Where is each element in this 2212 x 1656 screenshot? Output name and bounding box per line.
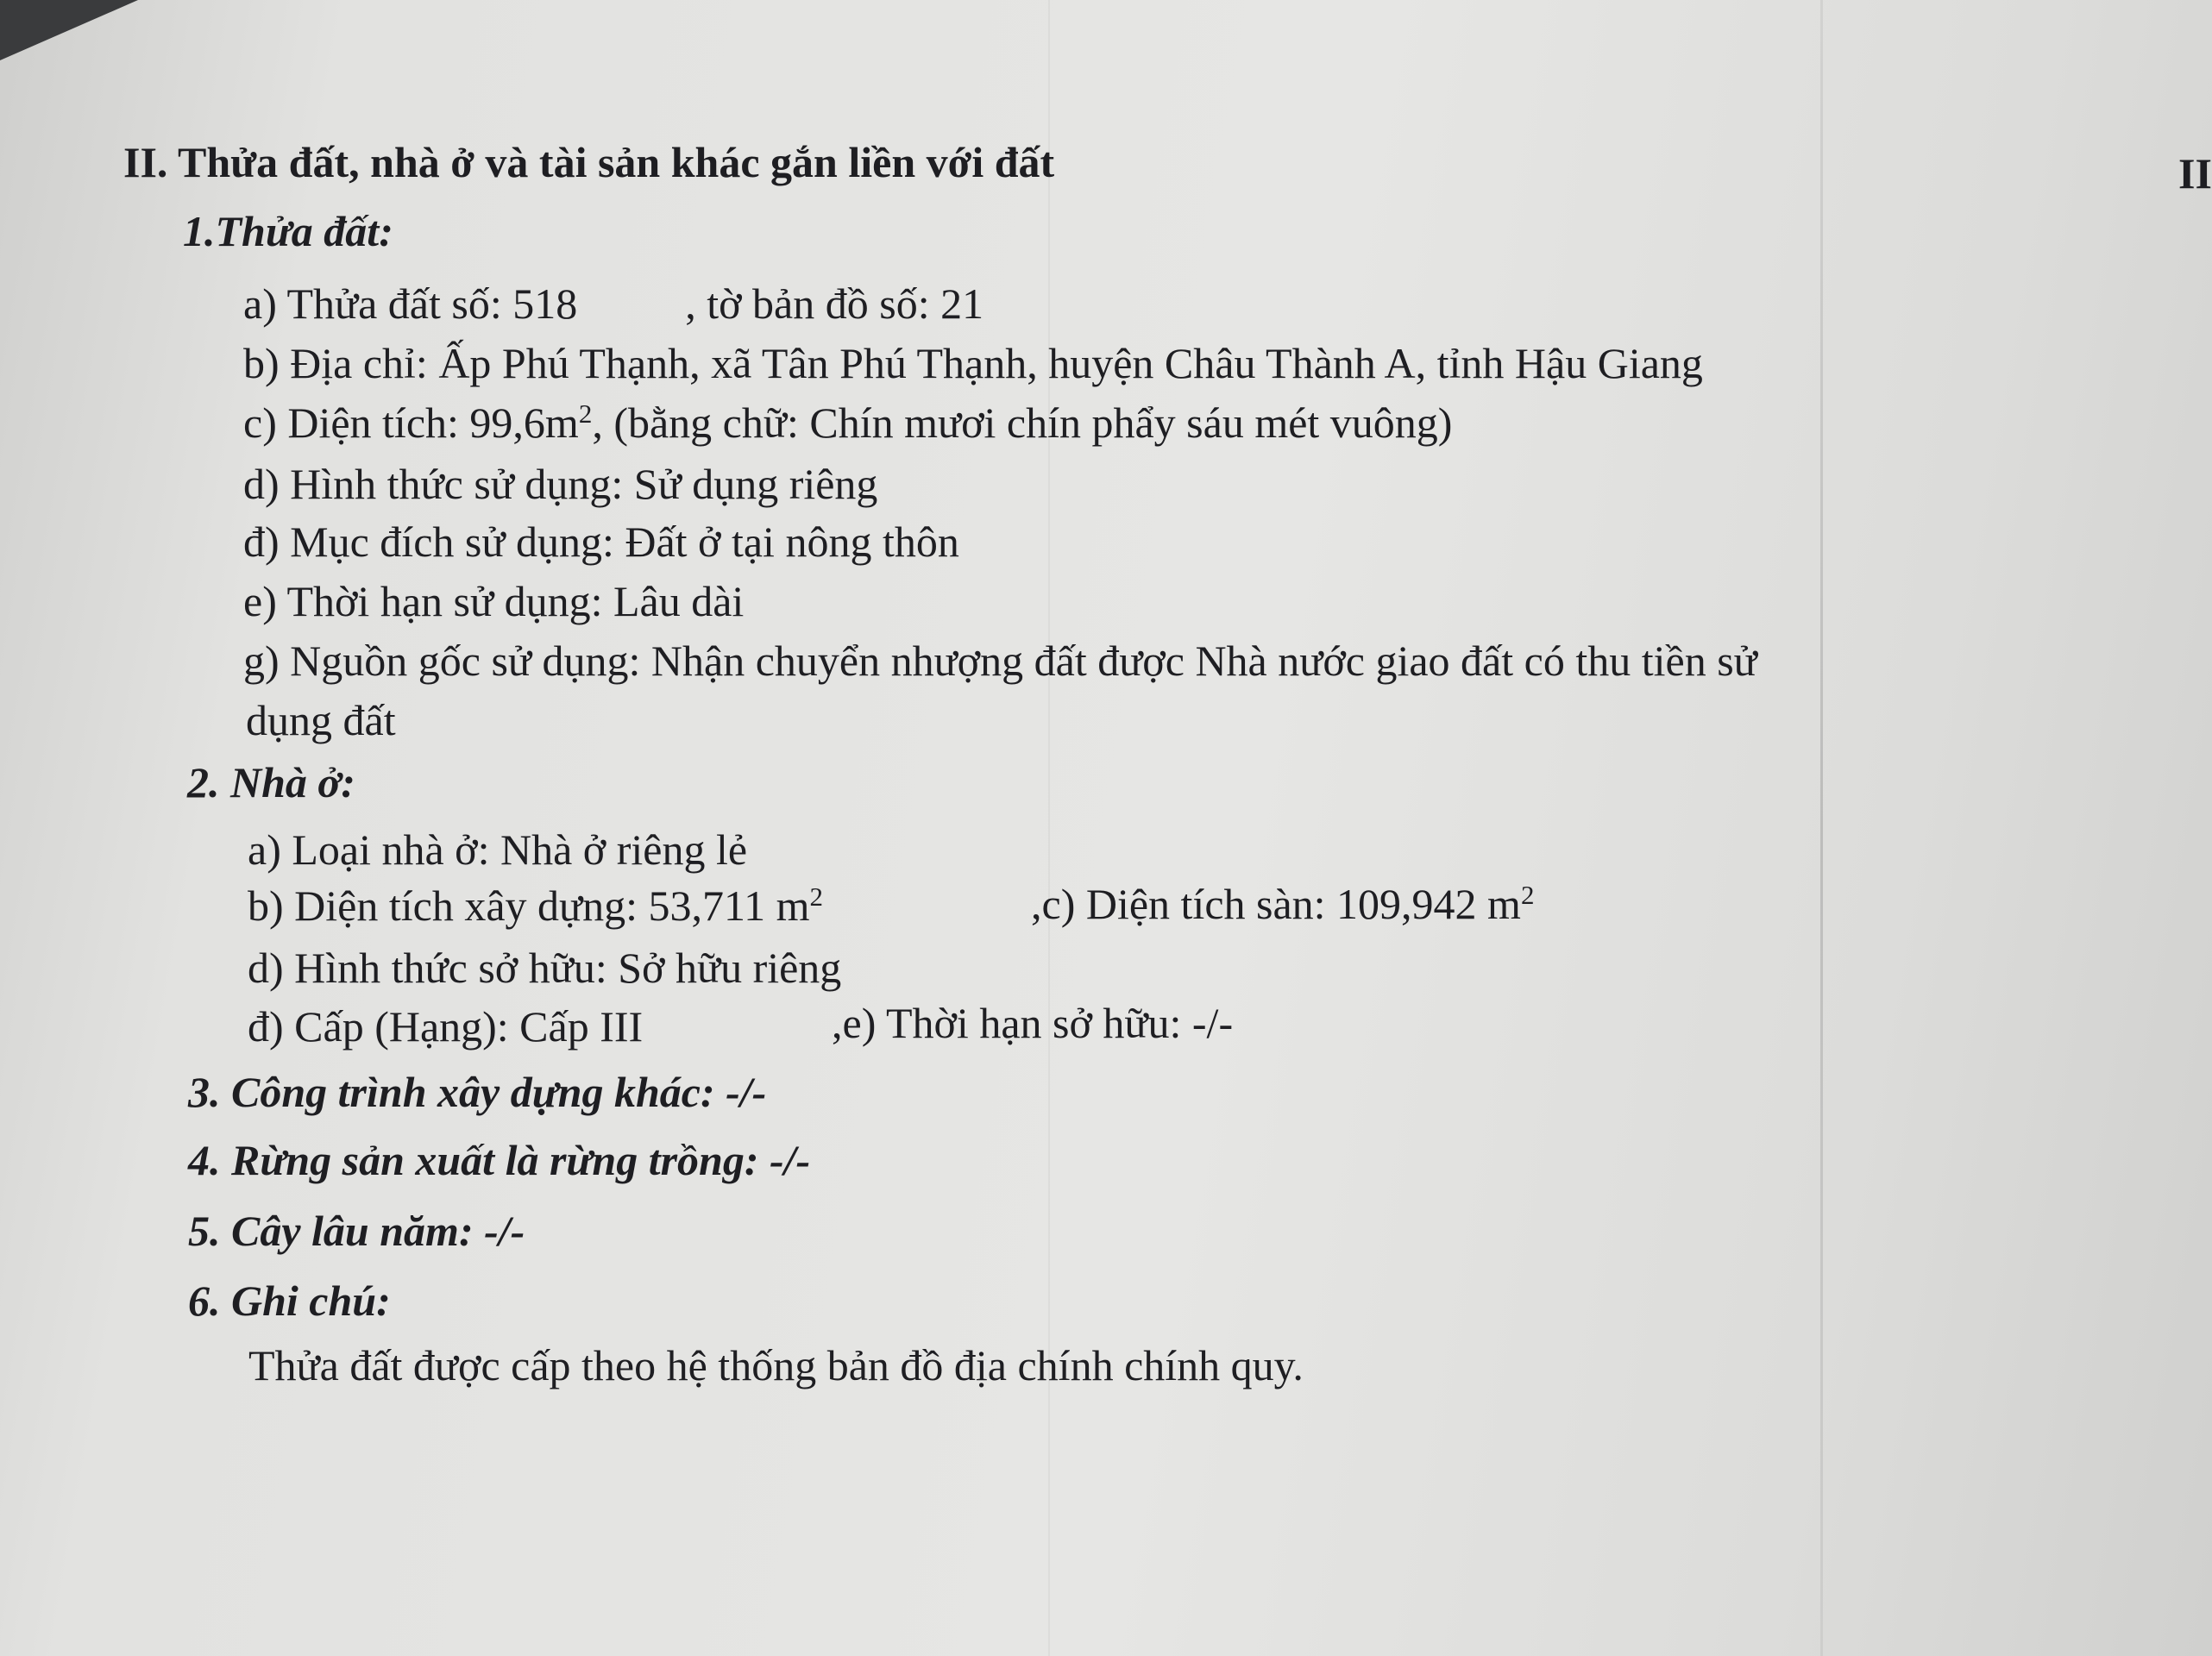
build-area-label: b) Diện tích xây dựng: 53,711 m	[248, 881, 810, 930]
land-use-purpose: đ) Mục đích sử dụng: Đất ở tại nông thôn	[243, 518, 959, 566]
parcel-label: a) Thửa đất số:	[243, 279, 513, 328]
land-heading: 1.Thửa đất:	[183, 207, 393, 255]
paper-fold	[1820, 0, 1823, 1656]
parcel-number: 518	[512, 279, 578, 328]
floor-area-superscript: 2	[1520, 879, 1535, 910]
area-words: , (bằng chữ: Chín mươi chín phẩy sáu mét vuông)	[592, 398, 1453, 447]
house-floor-area-line	[1031, 879, 1535, 928]
land-address: b) Địa chỉ: Ấp Phú Thạnh, xã Tân Phú Thạnh, huyện Châu Thành A, tỉnh Hậu Giang	[243, 339, 1703, 387]
area-superscript: 2	[578, 398, 593, 429]
land-use-form: d) Hình thức sử dụng: Sử dụng riêng	[243, 460, 878, 508]
land-use-origin-2: dụng đất	[246, 696, 396, 744]
area-value: 99,6m	[469, 398, 579, 447]
house-ownership-form: d) Hình thức sở hữu: Sở hữu riêng	[248, 944, 842, 992]
area-label: c) Diện tích:	[243, 398, 470, 447]
map-sheet-number: 21	[940, 279, 984, 328]
paper-crease	[1048, 0, 1050, 1656]
notes-text: Thửa đất được cấp theo hệ thống bản đồ địa chính chính quy.	[248, 1341, 1304, 1389]
land-use-origin-1: g) Nguồn gốc sử dụng: Nhận chuyển nhượng đất được Nhà nước giao đất có thu tiền sử	[243, 637, 1757, 685]
section-heading: II. Thửa đất, nhà ở và tài sản khác gắn liền với đất	[123, 138, 1055, 186]
dark-corner-background	[0, 0, 138, 60]
land-area-line	[243, 398, 1453, 447]
floor-area-label: ,c) Diện tích sàn: 109,942 m	[1031, 880, 1521, 928]
perennial-trees: 5. Cây lâu năm: -/-	[188, 1207, 525, 1255]
house-build-area-line	[248, 881, 824, 930]
notes-heading: 6. Ghi chú:	[188, 1276, 391, 1325]
production-forest: 4. Rừng sản xuất là rừng trồng: -/-	[188, 1136, 811, 1184]
house-ownership-term: ,e) Thời hạn sở hữu: -/-	[832, 999, 1234, 1047]
right-edge-mark: II	[2178, 149, 2212, 198]
house-grade: đ) Cấp (Hạng): Cấp III	[248, 1002, 644, 1051]
land-parcel-line	[243, 279, 984, 328]
map-sheet-label: , tờ bản đồ số:	[685, 279, 941, 328]
house-type: a) Loại nhà ở: Nhà ở riêng lẻ	[248, 825, 748, 874]
house-heading: 2. Nhà ở:	[187, 758, 355, 806]
other-works: 3. Công trình xây dựng khác: -/-	[188, 1068, 767, 1116]
land-use-term: e) Thời hạn sử dụng: Lâu dài	[243, 577, 745, 625]
build-area-superscript: 2	[809, 881, 824, 912]
